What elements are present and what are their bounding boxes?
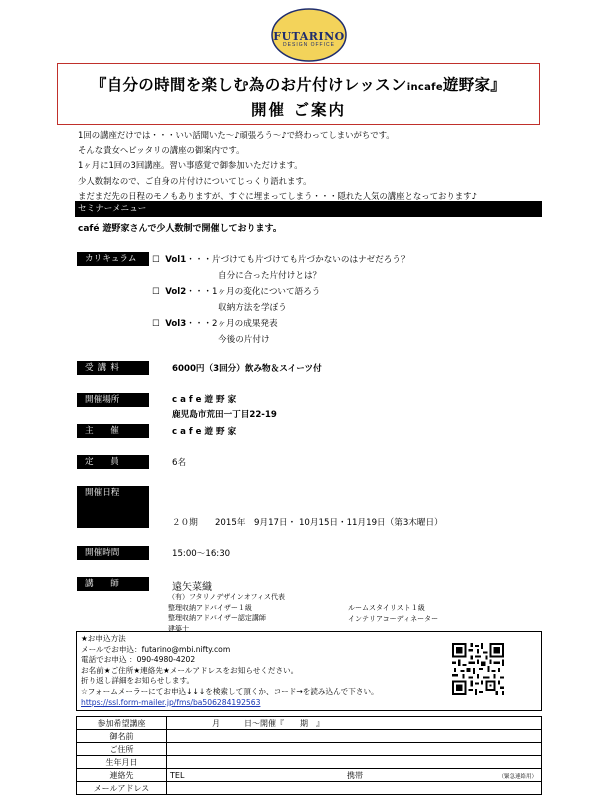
lecturer-label: 講 師: [77, 577, 149, 591]
name-field[interactable]: [167, 730, 542, 743]
host-label: 主 催: [77, 424, 149, 438]
apply-note: 折り返し詳細をお知らせします。: [81, 676, 195, 686]
title-box: [57, 63, 540, 125]
form-row: [77, 717, 542, 730]
logo-sub: DESIGN OFFICE: [283, 42, 335, 48]
qr-code-icon[interactable]: [452, 643, 504, 695]
checkbox-icon: ☐: [152, 319, 160, 329]
lecturer-titles-left: [168, 592, 285, 634]
seminar-subhead: café 遊野家さんで少人数制で開催しております。: [78, 224, 282, 234]
apply-heading: ★お申込方法: [81, 634, 126, 643]
apply-email[interactable]: メールでお申込：futarino@mbi.nifty.com: [81, 644, 231, 654]
logo-name: FUTARINO: [273, 30, 345, 43]
form-row: [77, 756, 542, 769]
venue-address: 鹿児島市荒田一丁目22-19: [172, 410, 277, 420]
lecturer-title: ルームスタイリスト１級: [348, 604, 425, 612]
form-row: [77, 769, 542, 782]
apply-phone: 電話でお申込 ：090-4980-4202: [81, 655, 196, 665]
lecturer-title: 建築士: [168, 624, 189, 633]
form-label: メールアドレス: [77, 782, 167, 795]
fee-label: 受講料: [77, 361, 149, 375]
course-field[interactable]: 月 日～開催『 期 』: [167, 717, 542, 730]
contact-field[interactable]: [167, 769, 542, 782]
curriculum-item-1: ☐ Vol1・・・片づけても片づけても片づかないのはナゼだろう？: [152, 255, 410, 265]
time-value: 15:00～16:30: [172, 549, 231, 559]
intro-text: [78, 128, 548, 204]
curriculum-item-2-sub: 収納方法を学ぼう: [218, 303, 287, 313]
seminar-menu-bar: セミナーメニュー: [75, 201, 542, 217]
dates-value: ２０期 2015年 9月17日・ 10月15日・11月19日（第3木曜日）: [172, 518, 443, 528]
birthdate-field[interactable]: [167, 756, 542, 769]
address-field[interactable]: [167, 743, 542, 756]
registration-form: [76, 716, 542, 795]
tel-label: TEL: [170, 770, 185, 780]
intro-line: 少人数制なので、ご自身の片付けについてじっくり語れます。: [78, 175, 312, 186]
intro-line: 1回の講座だけでは・・・いい話聞いた～♪頑張ろう～♪で終わってしまいがちです。: [78, 130, 395, 140]
fee-value: 6000円（3回分）飲み物＆スイーツ付: [172, 364, 322, 374]
lecturer-titles-right: [348, 603, 438, 624]
mobile-label: 携帯: [347, 771, 363, 780]
title-line2: 開催 ご案内: [251, 101, 346, 119]
checkbox-icon: ☐: [152, 287, 160, 297]
futarino-logo: [270, 6, 348, 62]
curriculum-item-3-sub: 今後の片付け: [218, 335, 270, 345]
apply-form-note: ☆フォームメーラーにてお申込↓↓↓を検索して頂くか、コード→を読み込んで下さい。: [81, 686, 379, 696]
capacity-label: 定 員: [77, 455, 149, 469]
lecturer-title: （有）フタリノデザインオフィス代表: [168, 593, 285, 601]
form-row: [77, 730, 542, 743]
dates-label: 開催日程: [77, 486, 149, 528]
curriculum-item-3: ☐ Vol3・・・2ヶ月の成果発表: [152, 319, 278, 329]
form-row: [77, 782, 542, 795]
intro-line: 1ヶ月に1回の3回講座。習い事感覚で御参加いただけます。: [78, 160, 303, 171]
lecturer-title: 整理収納アドバイザー認定講師: [168, 614, 266, 622]
lecturer-name: 遠矢菜織: [172, 582, 212, 593]
checkbox-icon: ☐: [152, 255, 160, 265]
form-label: 連絡先: [77, 769, 167, 782]
email-field[interactable]: [167, 782, 542, 795]
host-value: cafe遊野家: [172, 427, 240, 437]
time-label: 開催時間: [77, 546, 149, 560]
form-row: [77, 743, 542, 756]
lecturer-title: インテリアコーディネーター: [348, 614, 439, 623]
form-label: ご住所: [77, 743, 167, 756]
apply-form-link[interactable]: https://ssl.form-mailer.jp/fms/ba506284192563: [81, 697, 261, 707]
apply-note: お名前★ご住所★連絡先★メールアドレスをお知らせください。: [81, 665, 299, 675]
emergency-note: （緊急連絡用）: [498, 774, 537, 780]
capacity-value: 6名: [172, 458, 187, 468]
intro-line: そんな貴女へピッタリの講座の御案内です。: [78, 145, 245, 156]
form-label: 参加希望講座: [77, 717, 167, 730]
venue-label: 開催場所: [77, 393, 149, 407]
curriculum-item-1-sub: 自分に合った片付けとは？: [218, 271, 322, 281]
curriculum-label: カリキュラム: [77, 252, 149, 266]
form-label: 生年月日: [77, 756, 167, 769]
form-label: 御名前: [77, 730, 167, 743]
title-line1: 『自分の時間を楽しむ為のお片付けレッスンincafe遊野家』: [90, 76, 507, 94]
curriculum-item-2: ☐ Vol2・・・1ヶ月の変化について語ろう: [152, 287, 321, 297]
intro-line: まだまだ先の日程のモノもありますが、すぐに埋まってしまう・・・隠れた人気の講座となっております♪: [78, 190, 477, 201]
lecturer-title: 整理収納アドバイザー１級: [168, 603, 252, 612]
venue-name: cafe遊野家: [172, 395, 240, 405]
